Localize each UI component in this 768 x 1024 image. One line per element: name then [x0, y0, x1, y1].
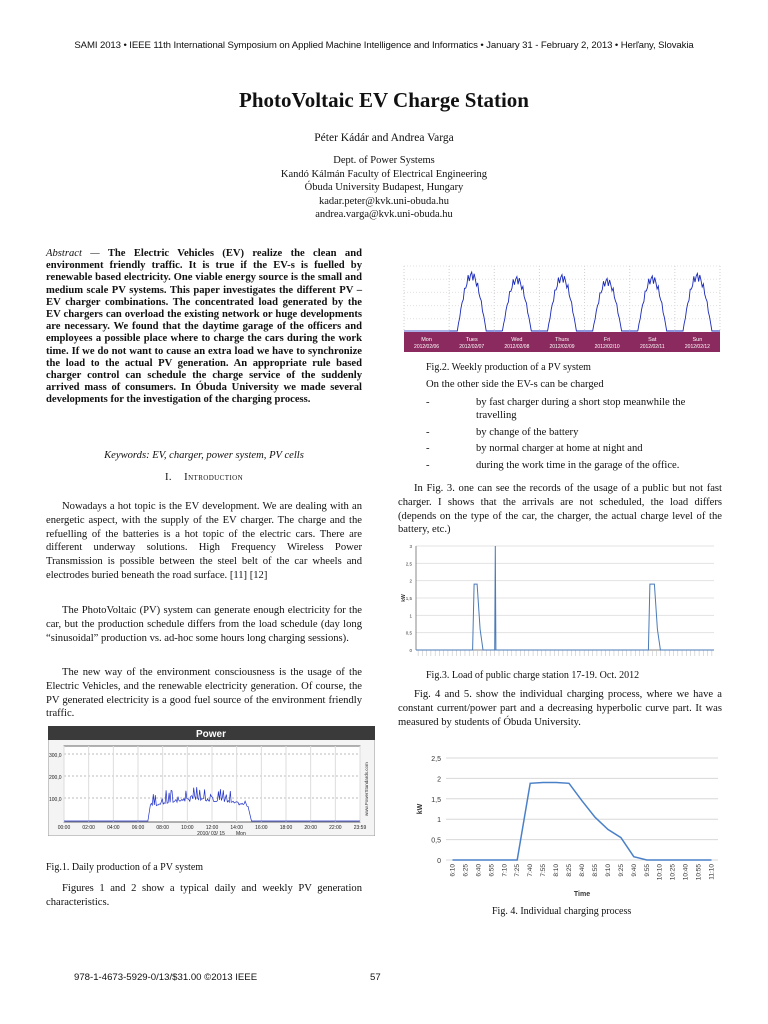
fig2-day-label: Wed: [511, 337, 523, 343]
paragraph-text: Fig. 4 and 5. show the individual charging process, where we have a constant current/power part and a decreasing hyperbolic curve part. It was measured by students of Óbuda University.: [398, 689, 722, 728]
fig3-y-tick: 3: [409, 544, 412, 549]
fig4-x-tick: 7:55: [540, 864, 548, 877]
fig2-day-label: Sat: [648, 337, 657, 343]
fig3-y-tick: 1: [409, 613, 412, 619]
fig1-x-tick: 10:00: [181, 825, 194, 831]
intro-paragraph-3: [46, 666, 362, 721]
figure-3-charge-station-load: [398, 540, 722, 664]
fig2-day-label: Sun: [692, 337, 703, 343]
fig2-day-label: Tues: [465, 337, 478, 343]
paragraph-text: The new way of the environment consciousness is the usage of the Electric Vehicles, and the renewable electricity generation. Of course, the PV generated electricity is a good fuel source of the environment friendly traffic.: [46, 667, 362, 720]
fig3-y-tick: 2,5: [405, 561, 412, 567]
fig1-x-tick: 06:00: [131, 825, 145, 831]
fig4-x-tick: 10:10: [656, 864, 664, 881]
fig4-x-tick: 6:10: [449, 864, 457, 877]
list-item: - by normal charger at home at night and: [426, 443, 643, 455]
fig4-x-tick: 7:25: [514, 864, 522, 877]
fig1-x-tick: 16:00: [255, 825, 268, 831]
section-title: Introduction: [184, 472, 244, 483]
fig2-date-label: 2012/02/08: [504, 344, 530, 350]
charging-intro: On the other side the EV-s can be charged: [426, 379, 604, 390]
fig1-x-tick: 22:00: [329, 825, 342, 831]
figure-3-caption: Fig.3. Load of public charge station 17-19. Oct. 2012: [426, 670, 640, 681]
figure-1-caption: Fig.1. Daily production of a PV system: [46, 862, 204, 873]
paragraph-text: In Fig. 3. one can see the records of the usage of a public but not fast charger. I shows that the arrivals are not scheduled, the load differs (depends on the type of the car, the charger, the actual charge level of the battery, etc.): [398, 483, 722, 536]
fig1-x-tick: 08:00: [156, 825, 169, 831]
intro-paragraph-2: [46, 604, 362, 645]
fig4-x-tick: 9:10: [604, 864, 612, 877]
fig1-x-tick: 12:00: [205, 825, 219, 831]
fig1-x-tick: 14:00: [230, 825, 243, 831]
fig1-title: Power: [195, 729, 227, 740]
fig2-date-label: 2012/02/09: [549, 344, 575, 350]
fig3-y-tick: 1,5: [405, 596, 412, 601]
fig1-watermark: www.PowerStandards.com: [364, 762, 369, 816]
fig1-x-tick: 02:00: [82, 825, 95, 831]
abstract-lead: Abstract —: [46, 248, 100, 259]
fig2-date-label: 2012/02/07: [459, 344, 485, 350]
fig1-x-tick: 20:00: [304, 825, 317, 831]
abstract: [46, 248, 362, 407]
abstract-text: The Electric Vehicles (EV) realize the clean and environment friendly traffic. It is true if the EV-s is fuelled by renewable based electricity. One viable energy source is the small and medium scale PV systems. This paper investigates the different PV – EV charger combinations. The concentrated load generated by the EV chargers can overload the existing network or huge developments are necessary. We found that the daytime garage of the officers and employees a possible place where to charge the cars during the work time. If we do not want to cause an extra load we have to synchronize the load to the actual PV generation. An appropriate rule based charger control can schedule the charge service of the suddenly arrived mass of consumers. In Óbuda University we made several developments for the investigation of the charging process.: [46, 248, 362, 406]
fig4-x-tick: 8:10: [553, 864, 561, 877]
fig4-x-tick: 9:25: [617, 864, 625, 877]
fig4-x-tick: 6:25: [462, 864, 470, 877]
fig1-y-tick: 300,0: [49, 753, 62, 759]
fig3-frame: [398, 540, 722, 664]
fig4-x-label: Time: [573, 891, 591, 898]
fig1-y-tick: 200,0: [49, 775, 62, 781]
fig2-day-label: Thurs: [554, 337, 570, 343]
fig4-power-line: [453, 783, 712, 861]
fig4-x-tick: 6:55: [488, 864, 496, 877]
affiliation-faculty: Kandó Kálmán Faculty of Electrical Engineering: [280, 168, 488, 180]
fig4-y-tick: 1,5: [431, 796, 441, 804]
affiliation-university: Óbuda University Budapest, Hungary: [304, 182, 464, 194]
list-item: - by change of the battery: [426, 426, 579, 438]
fig1-x-tick: 18:00: [279, 825, 293, 831]
author-email-1[interactable]: kadar.peter@kvk.uni-obuda.hu: [318, 195, 450, 207]
fig4-chart: [408, 750, 728, 900]
fig4-y-tick: 0: [437, 858, 441, 865]
fig4-x-tick: 8:55: [591, 864, 599, 877]
fig4-y-label: kW: [417, 803, 424, 815]
author-email-2[interactable]: andrea.varga@kvk.uni-obuda.hu: [315, 209, 453, 221]
fig3-y-label: kW: [401, 594, 407, 602]
fig1-x-tick: 23:59: [353, 825, 367, 831]
page-number: 57: [370, 972, 381, 983]
fig4-y-tick: 2: [437, 776, 441, 784]
fig4-x-tick: 8:40: [579, 864, 586, 877]
list-item: - during the work time in the garage of the office.: [426, 459, 680, 471]
section-heading-introduction: [46, 472, 362, 483]
charging-options-list: [426, 396, 726, 475]
fig4-x-tick: 9:55: [643, 864, 651, 877]
list-item-text: by change of the battery: [476, 426, 579, 438]
fig1-x-tick: 00:00: [57, 825, 71, 831]
fig3-paragraph: [398, 482, 722, 537]
fig3-y-tick: 2: [409, 578, 412, 584]
paragraph-text: Nowadays a hot topic is the EV development. We are dealing with an energetic aspect, with the supply of the EV charger. The charge and the refuelling of the batteries is a hot topic of the electric cars. There are different underway solutions. High Frequency Wireless Power Transmission is possible between the steel belt of the car wheels and electrodes buried beneath the road surface. [11] [12]: [46, 501, 362, 581]
fig1-chart: [48, 726, 375, 836]
list-item-text: by fast charger during a short stop meanwhile the travelling: [476, 397, 686, 422]
fig4-x-tick: 6:40: [475, 864, 483, 877]
fig4-x-tick: 10:25: [669, 864, 677, 881]
intro-paragraph-1: [46, 500, 362, 583]
list-item-text: during the work time in the garage of the office.: [476, 459, 680, 471]
fig2-day-label: Fri: [603, 337, 611, 343]
fig4-y-tick: 2,5: [431, 756, 441, 763]
fig2-date-label: 2012/02/12: [684, 344, 710, 350]
fig2-chart: [400, 262, 722, 354]
fig3-y-tick: 0,5: [405, 630, 412, 636]
section-number: I.: [164, 472, 172, 483]
fig4-y-tick: 0,5: [431, 837, 441, 845]
keywords: Keywords: EV, charger, power system, PV cells: [104, 450, 304, 461]
figure-2-weekly-power: [400, 262, 722, 354]
list-item-text: by normal charger at home at night and: [476, 443, 643, 455]
footer-isbn: 978-1-4673-5929-0/13/$31.00 ©2013 IEEE: [74, 972, 258, 983]
fig4-x-tick: 11:10: [708, 864, 716, 880]
fig2-date-label: 2012/02/06: [414, 344, 440, 350]
figure-4-caption: Fig. 4. Individual charging process: [492, 906, 632, 917]
fig1-day-label: Mon: [236, 831, 246, 836]
fig4-x-tick: 10:40: [682, 864, 690, 881]
figure-1-daily-power: [48, 726, 375, 836]
fig2-date-label: 2012/02/11: [639, 344, 665, 350]
fig1-x-tick: 04:00: [107, 825, 120, 831]
fig1-y-tick: 100,0: [49, 797, 62, 803]
fig4-x-tick: 7:10: [501, 864, 509, 877]
conference-header: SAMI 2013 • IEEE 11th International Symposium on Applied Machine Intelligence and Informatics • January 31 - February 2, 2013 • Herľany, Slovakia: [74, 40, 694, 51]
paper-title: PhotoVoltaic EV Charge Station: [239, 88, 529, 112]
fig1-date-label: 2010/ 03/ 15: [197, 831, 225, 836]
fig4-y-tick: 1: [437, 817, 441, 825]
figure-4-individual-charging: [408, 750, 728, 900]
figure-2-caption: Fig.2. Weekly production of a PV system: [426, 362, 591, 373]
paper-authors: Péter Kádár and Andrea Varga: [314, 132, 454, 144]
list-item: - by fast charger during a short stop meanwhile the travelling: [426, 397, 686, 422]
affiliation-block: [0, 154, 768, 222]
fig4-x-tick: 8:25: [566, 864, 574, 877]
fig3-chart: [398, 540, 722, 664]
fig2-day-label: Mon: [421, 337, 432, 343]
fig4-x-tick: 7:40: [527, 864, 535, 877]
affiliation-dept: Dept. of Power Systems: [333, 155, 435, 166]
figures-1-2-paragraph: [46, 882, 362, 910]
paragraph-text: The PhotoVoltaic (PV) system can generate enough electricity for the car, but the production schedule differs from the load schedule (day long “sinusoidal” production vs. ad-hoc some hours long charging sessions).: [46, 605, 362, 644]
fig4-x-tick: 9:40: [630, 864, 638, 877]
fig4-x-tick: 10:55: [695, 864, 703, 881]
fig3-y-tick: 0: [409, 648, 412, 653]
paragraph-text: Figures 1 and 2 show a typical daily and weekly PV generation characteristics.: [46, 883, 362, 908]
fig2-date-label: 2012/02/10: [594, 344, 620, 350]
fig4-paragraph: [398, 688, 722, 729]
